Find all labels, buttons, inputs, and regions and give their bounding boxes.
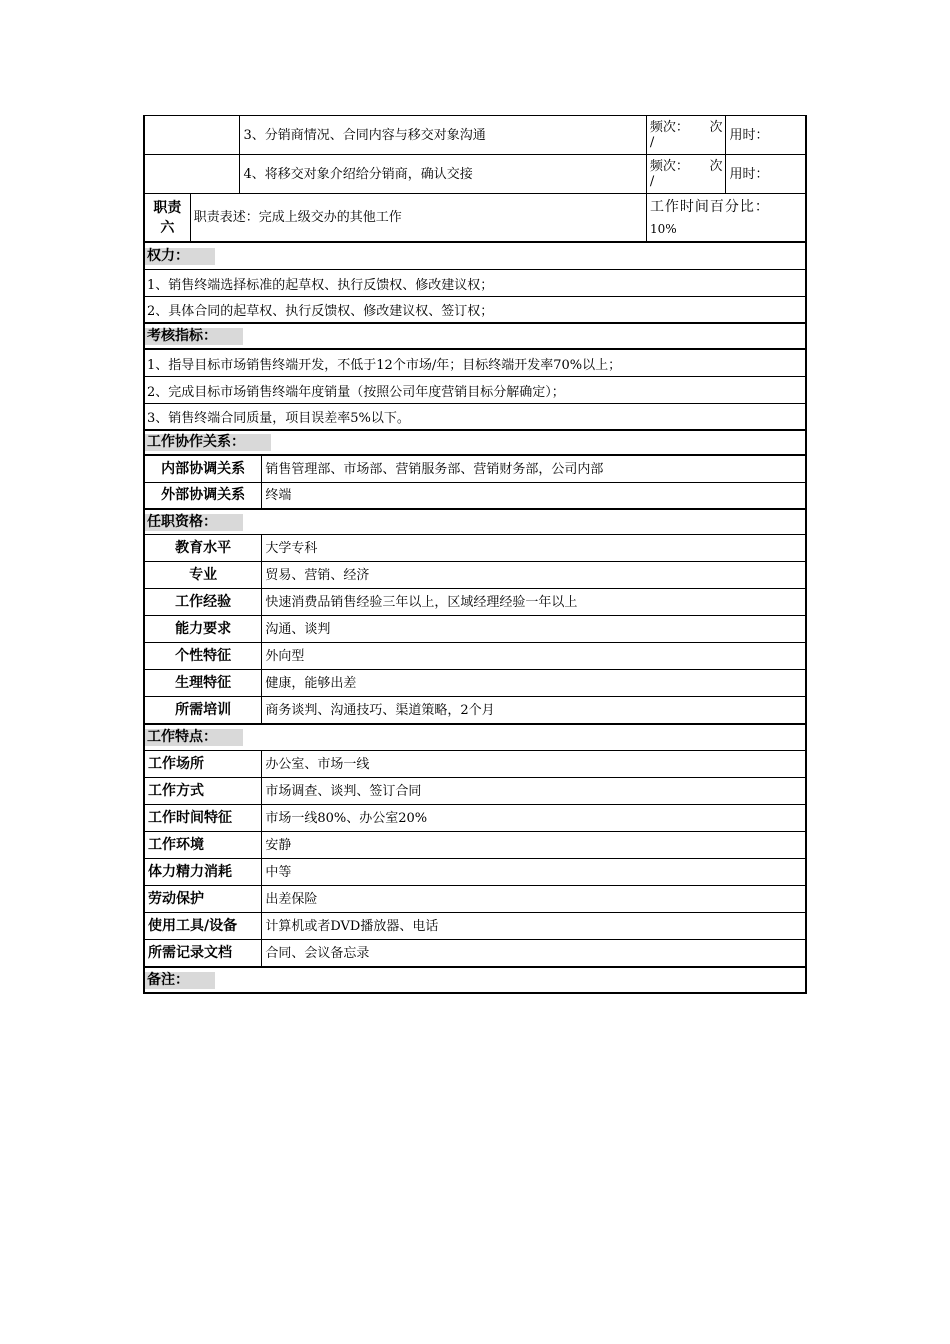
table-row: [145, 805, 805, 832]
row-value: 市场调查、谈判、签订合同: [265, 783, 422, 799]
qualifications-section: [143, 510, 807, 725]
authority-section: [143, 243, 807, 324]
row-value: 市场一线80%、办公室20%: [265, 810, 428, 826]
row-label: 工作时间特征: [145, 805, 262, 831]
row-value: 计算机或者DVD播放器、电话: [265, 918, 439, 934]
section-title: 工作特点：: [145, 725, 805, 751]
row-value: 销售管理部、市场部、营销服务部、营销财务部，公司内部: [265, 461, 604, 477]
row-value: 商务谈判、沟通技巧、渠道策略，2个月: [265, 702, 495, 718]
duty-six-description: 职责表述：完成上级交办的其他工作: [191, 194, 647, 241]
kpi-section: [143, 324, 807, 431]
row-label: 劳动保护: [145, 886, 262, 912]
table-row: [145, 589, 805, 616]
row-label: 个性特征: [145, 643, 262, 669]
row-label: 生理特征: [145, 670, 262, 696]
row-label: 工作环境: [145, 832, 262, 858]
relations-section: [143, 431, 807, 510]
table-row: [145, 483, 805, 510]
table-row: [145, 940, 805, 968]
duty-item-text: 3、分销商情况、合同内容与移交对象沟通: [240, 116, 646, 154]
table-row: [145, 456, 805, 483]
row-label: 内部协调关系: [145, 456, 262, 482]
remarks-section: [143, 968, 807, 994]
row-value: 外向型: [265, 648, 305, 664]
row-label: 专业: [145, 562, 262, 588]
row-label: 使用工具/设备: [145, 913, 262, 939]
work-features-section: [143, 725, 807, 968]
row-value: 安静: [265, 837, 292, 853]
duty-item-text: 4、将移交对象介绍给分销商，确认交接: [240, 155, 646, 193]
table-row: [145, 535, 805, 562]
duties-continuation-block: [143, 115, 807, 243]
table-row: [145, 697, 805, 725]
row-value: 出差保险: [265, 891, 318, 907]
row-value: 贸易、营销、经济: [265, 567, 370, 583]
row-value: 终端: [265, 488, 292, 503]
table-row: [145, 832, 805, 859]
frequency-field: 频次： 次 /: [647, 116, 727, 154]
time-used-field: 用时：: [729, 127, 769, 143]
list-item: 1、指导目标市场销售终端开发，不低于12个市场/年；目标终端开发率70%以上；: [145, 350, 805, 377]
section-title: 任职资格：: [145, 510, 805, 535]
section-title: 考核指标：: [145, 324, 805, 350]
row-value: 沟通、谈判: [265, 621, 331, 637]
row-value: 办公室、市场一线: [265, 756, 370, 772]
row-label: 外部协调关系: [145, 483, 262, 508]
table-row: [145, 616, 805, 643]
duty-item-row: [145, 116, 805, 155]
table-row: [145, 859, 805, 886]
table-row: [145, 751, 805, 778]
list-item: 2、具体合同的起草权、执行反馈权、修改建议权、签订权；: [145, 297, 805, 324]
list-item: 3、销售终端合同质量，项目误差率5%以下。: [145, 404, 805, 431]
row-value: 快速消费品销售经验三年以上，区域经理经验一年以上: [265, 594, 578, 610]
table-row: [145, 670, 805, 697]
section-title: 备注：: [145, 968, 805, 994]
row-label: 工作场所: [145, 751, 262, 777]
list-item: 2、完成目标市场销售终端年度销量（按照公司年度营销目标分解确定）；: [145, 377, 805, 404]
time-used-field: 用时：: [729, 166, 769, 182]
row-label: 体力精力消耗: [145, 859, 262, 885]
row-value: 大学专科: [265, 540, 318, 556]
row-label: 工作方式: [145, 778, 262, 804]
row-label: 所需培训: [145, 697, 262, 723]
list-item: 1、销售终端选择标准的起草权、执行反馈权、修改建议权；: [145, 270, 805, 297]
table-row: [145, 562, 805, 589]
row-value: 健康，能够出差: [265, 675, 357, 691]
table-row: [145, 886, 805, 913]
table-row: [145, 643, 805, 670]
table-row: [145, 778, 805, 805]
section-title: 工作协作关系：: [145, 431, 805, 456]
frequency-field: 频次： 次 /: [647, 155, 727, 193]
row-label: 工作经验: [145, 589, 262, 615]
duty-six-row: [145, 194, 805, 243]
section-title: 权力：: [145, 243, 805, 270]
row-value: 合同、会议备忘录: [265, 945, 370, 961]
row-value: 中等: [265, 864, 292, 880]
work-time-percent: 工作时间百分比： 10%: [649, 198, 770, 236]
duty-item-row: [145, 155, 805, 194]
row-label: 能力要求: [145, 616, 262, 642]
table-row: [145, 913, 805, 940]
row-label: 教育水平: [145, 535, 262, 561]
duty-six-label: 职责 六: [145, 194, 191, 241]
job-description-document: [143, 115, 807, 994]
row-label: 所需记录文档: [145, 940, 262, 966]
